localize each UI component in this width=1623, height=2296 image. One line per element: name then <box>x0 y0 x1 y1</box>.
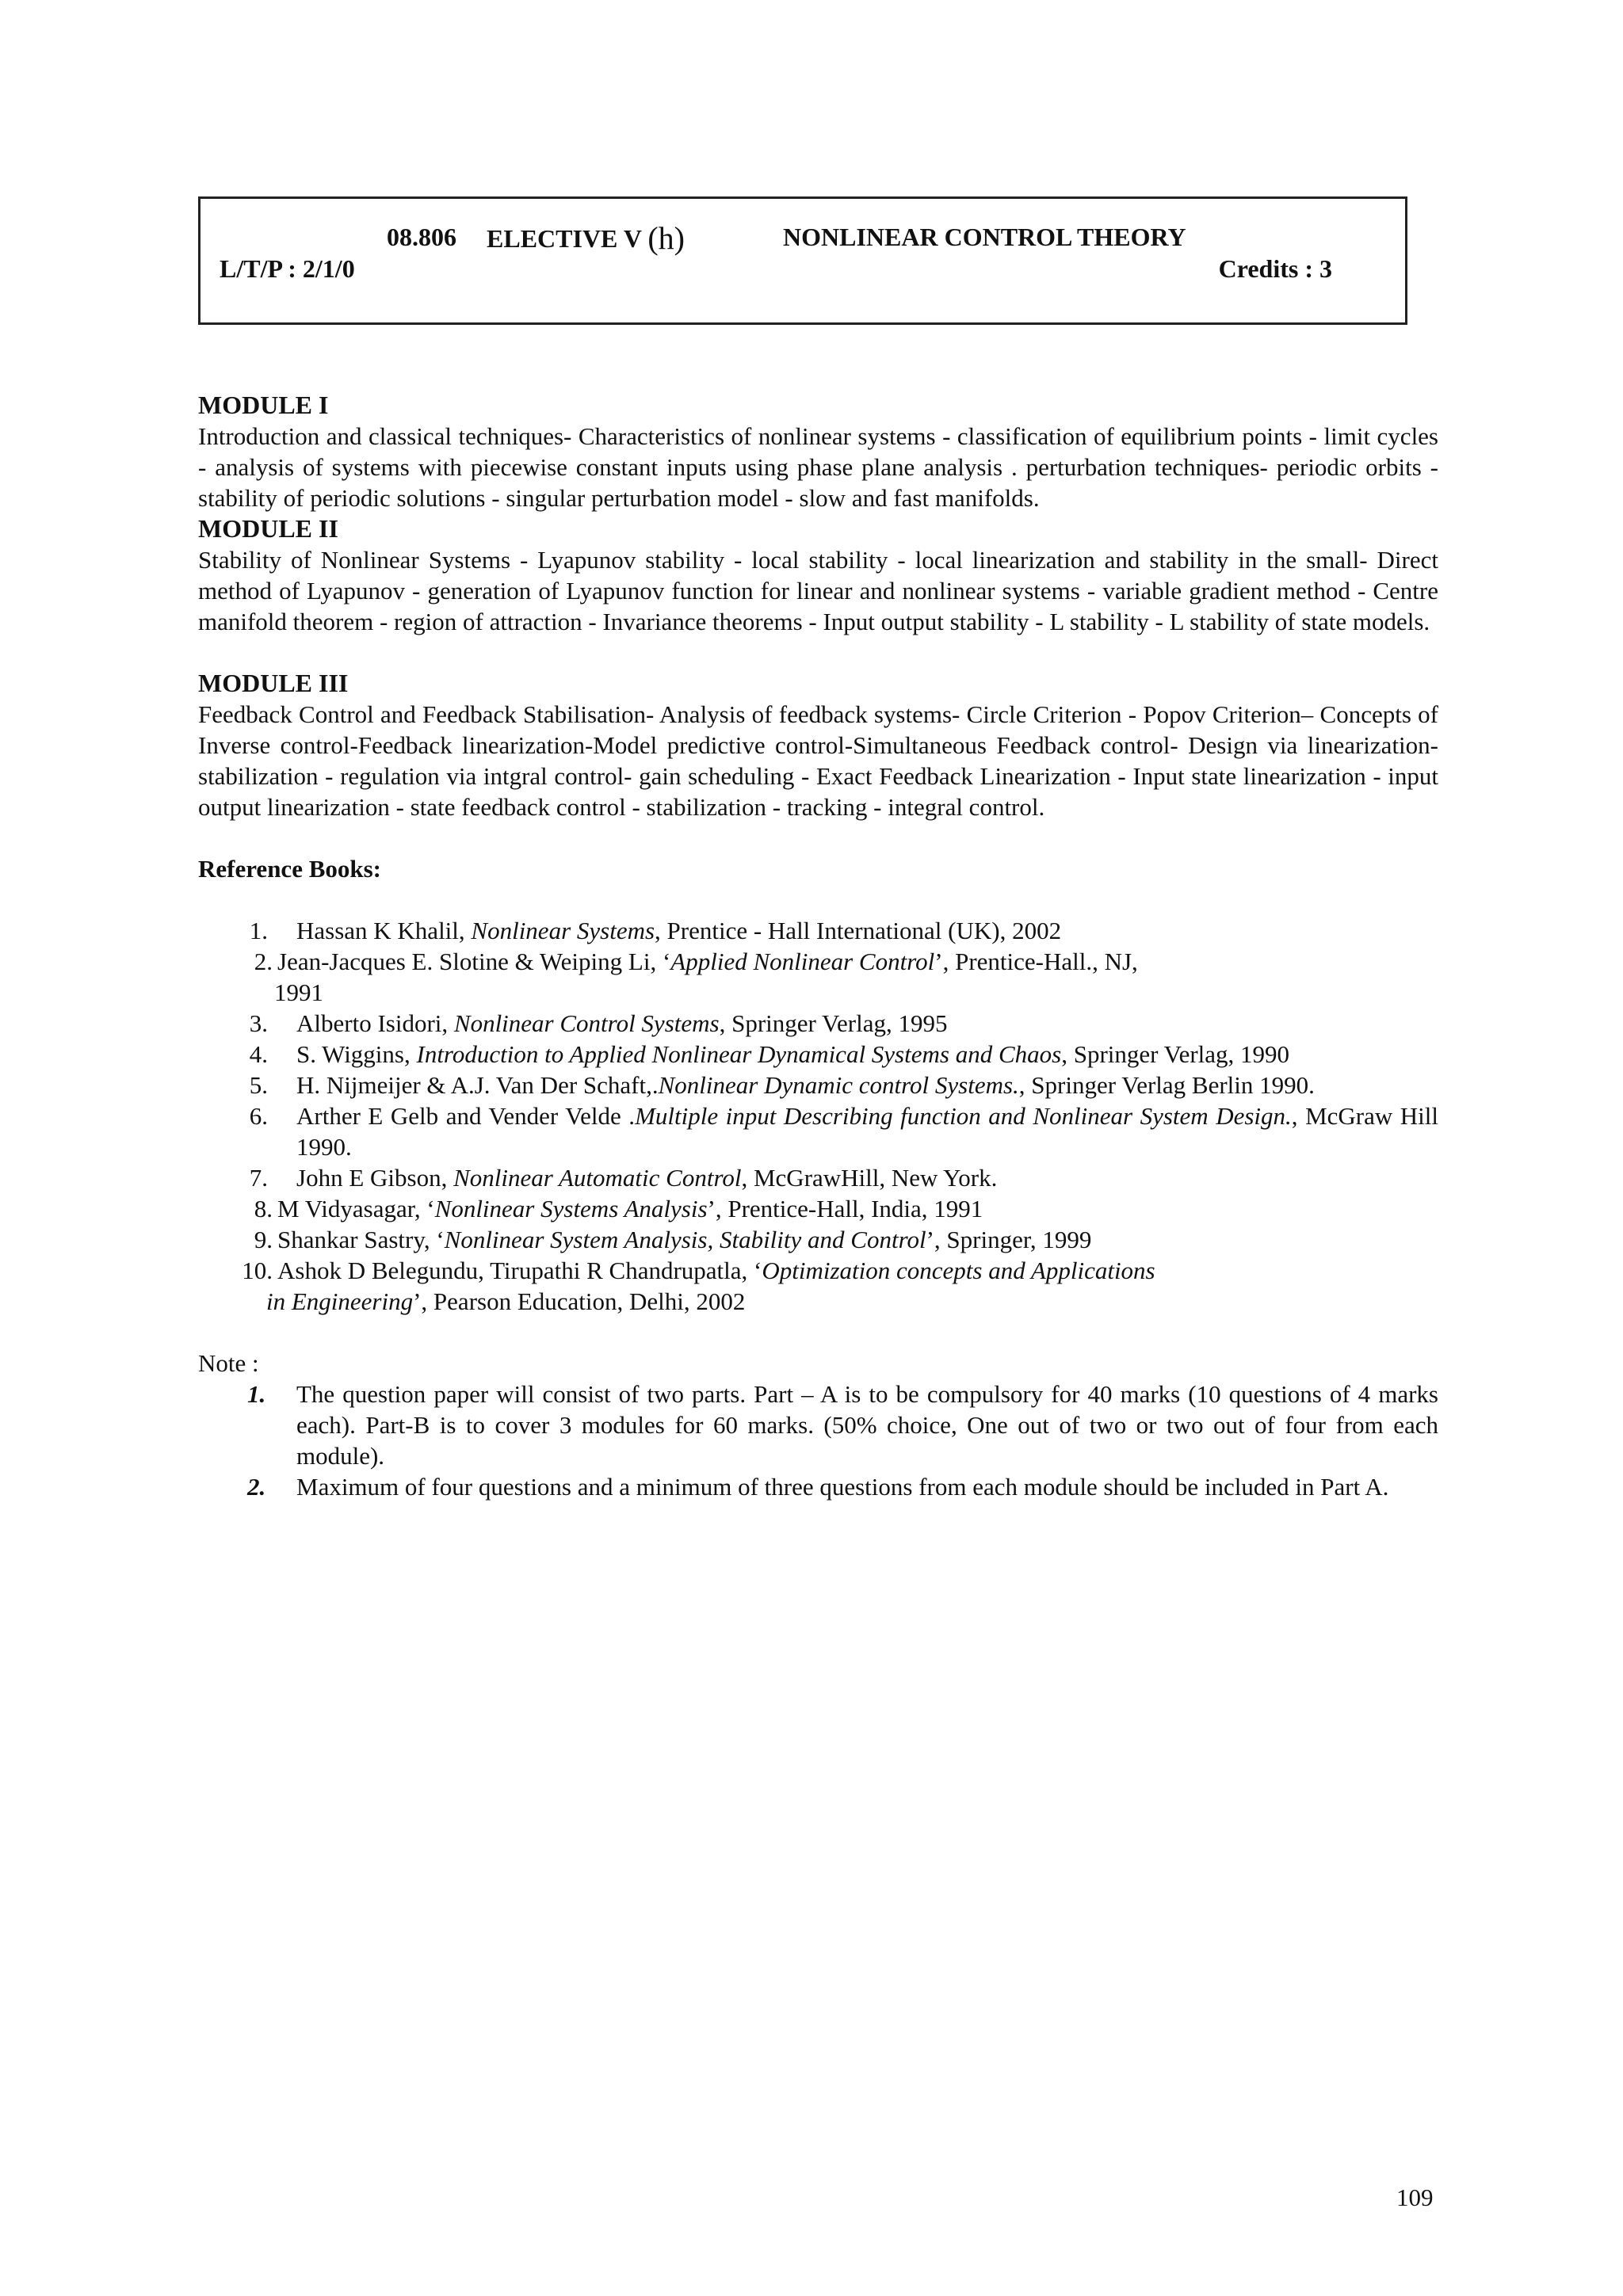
module-1-text: Introduction and classical techniques- Characteristics of nonlinear systems - classification of equilibrium points - limit cycles - analysis of systems with piecewise constant inputs using phase plane analysis . perturbation techniques- periodic orbits - stability of periodic solutions - singular perturbation model - slow and fast manifolds. <box>198 422 1438 512</box>
course-title: NONLINEAR CONTROL THEORY <box>783 223 1186 251</box>
ltp-value: L/T/P : 2/1/0 <box>220 254 355 283</box>
elective-text: ELECTIVE V <box>487 224 642 253</box>
reference-books-heading: Reference Books: <box>198 855 382 883</box>
reference-item-continuation: in Engineering’, Pearson Education, Delhi, 2002 <box>266 1287 746 1315</box>
module-3-text: Feedback Control and Feedback Stabilisation- Analysis of feedback systems- Circle Criterion - Popov Criterion– Concepts of Inverse control-Feedback linearization-Model predictive control-Simultaneous Feedback control- Design via linearization- stabilization - regulation via intgral control- gain scheduling - Exact Feedback Linearization - Input state linearization - input output linearization - state feedback control - stabilization - tracking - integral control. <box>198 700 1438 821</box>
reference-item: 3. Alberto Isidori, Nonlinear Control Systems, Springer Verlag, 1995 <box>249 1009 948 1037</box>
module-2-text: Stability of Nonlinear Systems - Lyapunov stability - local stability - local linearization and stability in the small- Direct method of Lyapunov - generation of Lyapunov function for linear and nonlinear systems - variable gradient method - Centre manifold theorem - region of attraction - Invariance theorems - Input output stability - L stability - L stability of state models. <box>198 546 1438 635</box>
reference-item: 7. John E Gibson, Nonlinear Automatic Control, McGrawHill, New York. <box>249 1164 998 1192</box>
reference-item: 6. Arther E Gelb and Vender Velde .Multiple input Describing function and Nonlinear System Design., McGraw Hill 1990. <box>249 1102 1438 1161</box>
page-number: 109 <box>1396 2183 1434 2211</box>
reference-item: 2. Jean-Jacques E. Slotine & Weiping Li, ‘Applied Nonlinear Control’, Prentice-Hall., NJ, <box>254 948 1138 975</box>
note-item: 1. The question paper will consist of two parts. Part – A is to be compulsory for 40 marks (10 questions of 4 marks each). Part-B is to cover 3 modules for 60 marks. (50% choice, One out of two or two out of four from each module). <box>247 1380 1438 1470</box>
reference-item-continuation: 1991 <box>274 978 323 1006</box>
note-item: 2. Maximum of four questions and a minimum of three questions from each module should be included in Part A. <box>247 1473 1389 1501</box>
module-1-title: MODULE I <box>198 391 329 419</box>
reference-item: 4. S. Wiggins, Introduction to Applied Nonlinear Dynamical Systems and Chaos, Springer Verlag, 1990 <box>249 1040 1290 1068</box>
course-code: 08.806 <box>387 223 456 251</box>
credits-value: Credits : 3 <box>1218 254 1332 283</box>
module-2-title: MODULE II <box>198 514 338 543</box>
reference-item: 10. Ashok D Belegundu, Tirupathi R Chandrupatla, ‘Optimization concepts and Applications <box>242 1257 1155 1284</box>
module-3-title: MODULE III <box>198 669 349 697</box>
elective-label <box>487 221 685 254</box>
course-header-box <box>198 196 1407 325</box>
note-label: Note : <box>198 1349 259 1377</box>
reference-item: 8. M Vidyasagar, ‘Nonlinear Systems Analysis’, Prentice-Hall, India, 1991 <box>254 1195 983 1222</box>
syllabus-content <box>198 390 1438 1502</box>
reference-item: 9. Shankar Sastry, ‘Nonlinear System Analysis, Stability and Control’, Springer, 1999 <box>254 1226 1092 1253</box>
elective-section: (h) <box>647 220 685 256</box>
reference-item: 1. Hassan K Khalil, Nonlinear Systems, Prentice - Hall International (UK), 2002 <box>249 917 1062 944</box>
note-list <box>198 1379 1438 1502</box>
reference-item: 5. H. Nijmeijer & A.J. Van Der Schaft,.Nonlinear Dynamic control Systems., Springer Verlag Berlin 1990. <box>249 1071 1315 1099</box>
reference-list <box>198 915 1438 1317</box>
